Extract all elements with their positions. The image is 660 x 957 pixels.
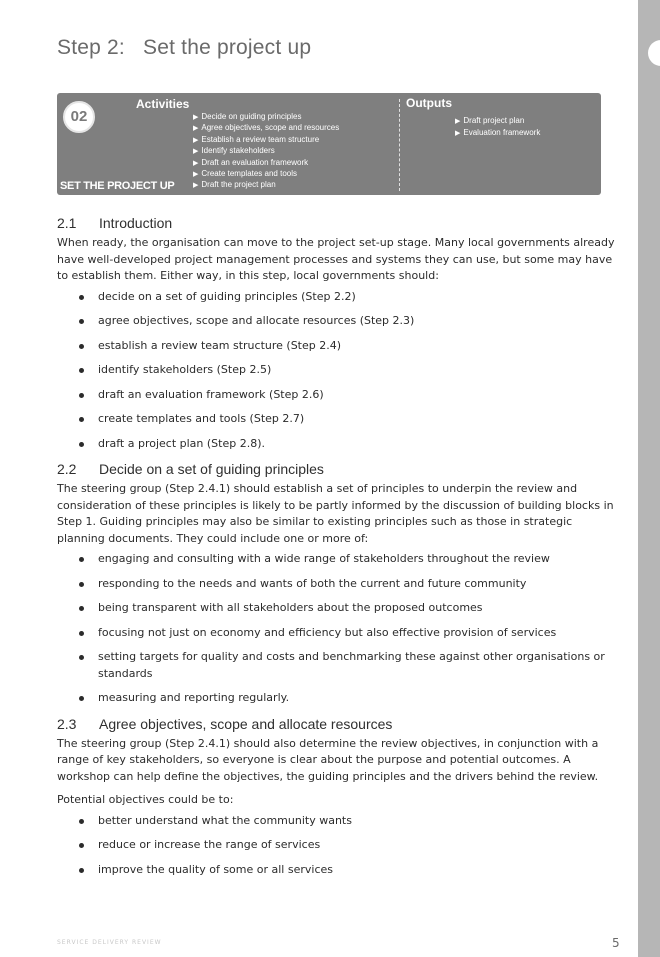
list-item: establish a review team structure (Step 2.4) <box>57 338 623 355</box>
activity-item: ▶ Establish a review team structure <box>193 135 339 146</box>
bullet-list <box>57 289 623 453</box>
section-paragraph: When ready, the organisation can move to the project set-up stage. Many local governments already have well-developed project management processes and systems they can use, but some may have to establish them. Either way, in this step, local governments should: <box>57 236 615 282</box>
section-heading <box>57 715 623 733</box>
step-banner <box>57 93 601 195</box>
step-label: SET THE PROJECT UP <box>60 180 175 192</box>
section-number: 2.3 <box>57 715 77 732</box>
footer-title: SERVICE DELIVERY REVIEW <box>57 939 162 946</box>
page-title-text: Set the project up <box>143 36 312 59</box>
banner-divider <box>399 99 400 191</box>
output-item: ▶ Draft project plan <box>455 116 540 128</box>
list-item: focusing not just on economy and efficiency but also effective provision of services <box>57 625 623 642</box>
bullet-list <box>57 551 623 707</box>
section-paragraph: The steering group (Step 2.4.1) should establish a set of principles to underpin the review and consideration of these principles is likely to be partly informed by the discussion of building blocks in Step 1. Guiding principles may also be similar to existing principles such as those in strategic planning documents. They could include one or more of: <box>57 482 614 545</box>
activities-heading: Activities <box>136 97 190 111</box>
list-item: create templates and tools (Step 2.7) <box>57 411 623 428</box>
section-paragraph: Potential objectives could be to: <box>57 793 234 806</box>
activity-item: ▶ Draft an evaluation framework <box>193 158 339 169</box>
activity-item: ▶ Create templates and tools <box>193 169 339 180</box>
output-item: ▶ Evaluation framework <box>455 128 540 140</box>
page-number: 5 <box>612 936 620 950</box>
step-number-badge: 02 <box>63 101 95 133</box>
section-number: 2.1 <box>57 215 77 231</box>
section-paragraph: The steering group (Step 2.4.1) should also determine the review objectives, in conjunction with a range of key stakeholders, so everyone is clear about the purpose and potential outcomes. A workshop can help define the objectives, the guiding principles and the drivers behind the review. <box>57 736 599 783</box>
section-number: 2.2 <box>57 461 77 477</box>
section-heading <box>57 214 623 232</box>
section-title: Decide on a set of guiding principles <box>99 461 324 477</box>
activity-item: ▶ Decide on guiding principles <box>193 112 339 123</box>
list-item: agree objectives, scope and allocate resources (Step 2.3) <box>57 313 623 330</box>
bullet-list <box>57 813 623 879</box>
list-item: draft an evaluation framework (Step 2.6) <box>57 387 623 404</box>
list-item: reduce or increase the range of services <box>57 837 623 854</box>
page-title-number: Step 2: <box>57 36 125 59</box>
list-item: draft a project plan (Step 2.8). <box>57 436 623 453</box>
list-item: improve the quality of some or all services <box>57 862 623 879</box>
activity-item: ▶ Draft the project plan <box>193 180 339 191</box>
list-item: better understand what the community wants <box>57 813 623 830</box>
list-item: responding to the needs and wants of both the current and future community <box>57 576 623 593</box>
list-item: being transparent with all stakeholders about the proposed outcomes <box>57 600 623 617</box>
activities-list <box>193 112 339 192</box>
activity-item: ▶ Agree objectives, scope and resources <box>193 123 339 134</box>
list-item: decide on a set of guiding principles (Step 2.2) <box>57 289 623 306</box>
main-content <box>57 214 623 886</box>
side-tab-bar <box>638 0 660 957</box>
list-item: setting targets for quality and costs and benchmarking these against other organisations or standards <box>57 649 623 682</box>
activity-item: ▶ Identify stakeholders <box>193 146 339 157</box>
section-title: Introduction <box>99 215 173 231</box>
section-title: Agree objectives, scope and allocate resources <box>99 715 393 732</box>
page-title <box>57 36 311 60</box>
outputs-list <box>455 116 540 139</box>
outputs-heading: Outputs <box>406 96 452 110</box>
list-item: measuring and reporting regularly. <box>57 690 623 707</box>
section-heading <box>57 460 623 478</box>
list-item: engaging and consulting with a wide range of stakeholders throughout the review <box>57 551 623 568</box>
list-item: identify stakeholders (Step 2.5) <box>57 362 623 379</box>
